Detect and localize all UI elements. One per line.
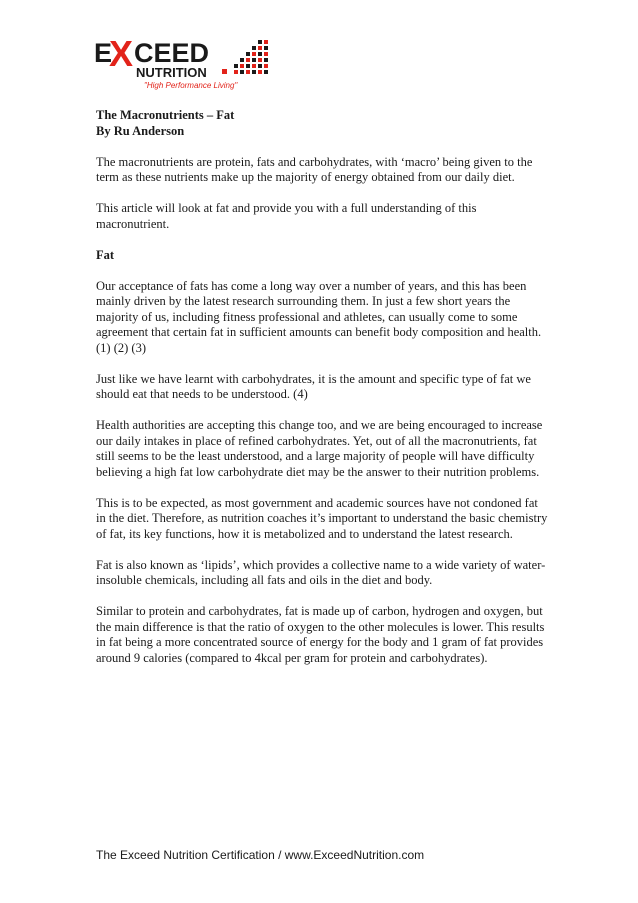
body-paragraph-5: Fat is also known as ‘lipids’, which provides a collective name to a wide variety of water-insoluble chemicals, including all fats and oils in the diet and body. [96, 557, 546, 587]
intro-paragraph-1: The macronutrients are protein, fats and carbohydrates, with ‘macro’ being given to the term as these nutrients make up the majority of energy obtained from our daily diet. [96, 154, 533, 184]
logo-letter-e: E [94, 38, 113, 68]
intro-paragraph-2: This article will look at fat and provide you with a full understanding of this macronutrient. [96, 201, 477, 231]
article-author: By Ru Anderson [96, 123, 185, 138]
page-footer: The Exceed Nutrition Certification / www.ExceedNutrition.com [96, 848, 425, 862]
body-paragraph-1: Our acceptance of fats has come a long way over a number of years, and this has been mainly driven by the latest research surrounding them. In just a few short years the majority of us, including fitness professional and athletes, can usually come to some agreement that certain fat in sufficient amounts can benefit body composition and health. (1) (2) (3) [96, 278, 542, 355]
article-header [96, 108, 548, 139]
logo-letter-x: X [109, 36, 134, 74]
logo-letters-ceed: CEED [134, 38, 210, 68]
body-paragraph-2: Just like we have learnt with carbohydrates, it is the amount and specific type of fat we should eat that needs to be understood. (4) [96, 371, 531, 401]
exceed-nutrition-logo [94, 36, 284, 94]
article-body [96, 108, 548, 682]
section-heading-fat: Fat [96, 247, 115, 262]
logo-dot-grid [234, 40, 268, 74]
article-title: The Macronutrients – Fat [96, 108, 235, 122]
logo-tagline: "High Performance Living" [144, 81, 238, 90]
logo-sub-word: NUTRITION [136, 65, 207, 80]
body-paragraph-4: This is to be expected, as most government and academic sources have not condoned fat in the diet. Therefore, as nutrition coaches it’s important to understand the basic chemistry of fat, its key functions, how it is metabolized and to understand the latest research. [96, 495, 548, 541]
body-paragraph-6: Similar to protein and carbohydrates, fat is made up of carbon, hydrogen and oxygen, but the main difference is that the ratio of oxygen to the other molecules is lower. This results in fat being a more concentrated source of energy for the body and 1 gram of fat provides around 9 calories (compared to 4kcal per gram for protein and carbohydrates). [96, 604, 545, 665]
logo-dot [222, 69, 227, 74]
body-paragraph-3: Health authorities are accepting this change too, and we are being encouraged to increase our daily intakes in place of refined carbohydrates. Yet, out of all the macronutrients, fat still seems to be the least understood, and a large majority of people will have difficulty believing a high fat low carbohydrate diet may be the answer to their nutrition problems. [96, 418, 543, 479]
